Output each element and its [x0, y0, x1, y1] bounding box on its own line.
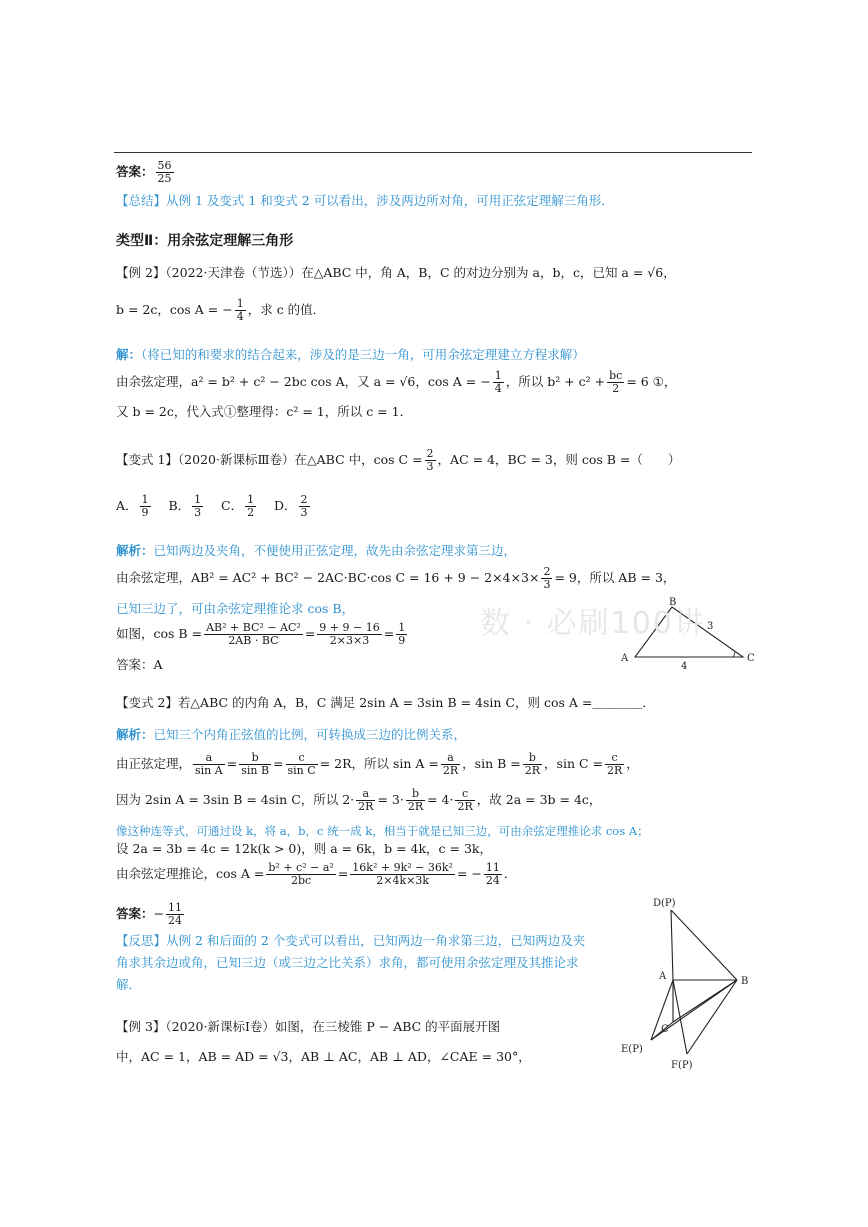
answer-fraction: $\frac{56}{25}$ — [157, 159, 172, 185]
variant1-note2: 已知三边了，可由余弦定理推论求 cos B， — [116, 601, 355, 616]
summary-text: 【总结】从例 1 及变式 1 和变式 2 可以看出，涉及两边所对角，可用正弦定理解三角形． — [116, 193, 614, 208]
pyramid-net-figure — [615, 892, 775, 1082]
example2-solution-line1: 由余弦定理，a² = b² + c² − 2bc cos A，又 a = √6，cos A = − $\frac{1}{4}$ ，所以 b² + c² + $\frac{bc}{2}$ = 6 ①， — [116, 369, 677, 395]
variant2-line2: 因为 2sin A = 3sin B = 4sin C，所以 2· $\frac{a}{2R}$ = 3· $\frac{b}{2R}$ = 4· $\frac{c}{2R}$ ，故 2a = 3b = 4c， — [116, 787, 602, 813]
label-side-4: 4 — [681, 661, 688, 672]
example2-line2: b = 2c，cos A = − $\frac{1}{4}$ ，求 c 的值． — [116, 297, 326, 323]
variant2-answer: 答案：− $\frac{11}{24}$ — [116, 901, 182, 927]
variant2-line1: 由正弦定理， $\frac{a}{\text{sin A}}$ = $\frac{b}{\text{sin B}}$ = $\frac{c}{\text{sin C}}$ = 2R，所以 sin A = $\frac{a}{2R}$ ，sin B = $\frac{b}{2R}$ ，sin C = $\frac{c}{2R}$ ， — [116, 751, 639, 777]
variant1-question: 【变式 1】（2020·新课标Ⅲ卷）在△ABC 中，cos C = $\frac{2}{3}$ ，AC = 4，BC = 3，则 cos B =（ ） — [116, 447, 681, 473]
reflection-line2: 角求其余边或角，已知三边（或三边之比关系）求角，都可使用余弦定理及其推论求 — [116, 955, 579, 970]
option-d: D． $\frac{2}{3}$ — [274, 493, 308, 519]
label-d-p: D(P) — [653, 898, 676, 909]
answer-label: 答案： — [116, 164, 154, 179]
variant1-answer: 答案：A — [116, 657, 163, 672]
variant1-cosb-line: 如图，cos B = $\frac{\text{AB² + BC² − AC²}}{2AB \cdot BC}$ = $\frac{9 + 9 - 16}{2\times 3\times 3}$ = $\frac{1}{9}$ — [116, 621, 406, 647]
type2-heading: 类型Ⅱ：用余弦定理解三角形 — [116, 233, 294, 249]
example3-line2: 中，AC = 1，AB = AD = √3，AB ⊥ AC，AB ⊥ AD，∠CAE = 30°， — [116, 1049, 531, 1064]
example2-solution-line2: 又 b = 2c，代入式①整理得：c² = 1，所以 c = 1． — [116, 404, 413, 419]
label-b: B — [669, 597, 677, 608]
label-side-3: 3 — [707, 621, 714, 632]
variant1-analysis-header: 解析：已知两边及夹角，不便使用正弦定理，故先由余弦定理求第三边， — [116, 543, 517, 558]
example2-solution-header: 解：（将已知的和要求的结合起来，涉及的是三边一角，可用余弦定理建立方程求解） — [116, 347, 585, 362]
label-b-net: B — [741, 976, 749, 987]
angle-c-mark — [733, 651, 735, 657]
option-a: A． $\frac{1}{9}$ — [116, 493, 149, 519]
option-c: C． $\frac{1}{2}$ — [221, 493, 255, 519]
label-c-net: C — [661, 1024, 669, 1035]
variant2-line3: 设 2a = 3b = 4c = 12k(k > 0)，则 a = 6k，b = 4k，c = 3k， — [116, 841, 493, 856]
variant1-cosine-line: 由余弦定理，AB² = AC² + BC² − 2AC·BC·cos C = 16 + 9 − 2×4×3× $\frac{2}{3}$ = 9，所以 AB = 3， — [116, 565, 676, 591]
option-b: B． $\frac{1}{3}$ — [168, 493, 202, 519]
variant2-question: 【变式 2】若△ABC 的内角 A，B，C 满足 2sin A = 3sin B = 4sin C，则 cos A =＿＿＿＿． — [116, 695, 655, 710]
variant2-note3: 像这种连等式，可通过设 k，将 a，b，c 统一成 k，相当于就是已知三边，可由余弦定理推论求 cos A； — [116, 824, 649, 838]
label-a: A — [621, 653, 629, 664]
top-rule — [114, 152, 752, 153]
variant1-options — [116, 494, 312, 519]
label-a-net: A — [659, 971, 667, 982]
variant2-line4: 由余弦定理推论，cos A = $\frac{\text{b² + c² − a²}}{2bc}$ = $\frac{\text{16k² + 9k² − 36k²}}{2\times 4k\times 3k}$ = − $\frac{11}{24}$ ． — [116, 861, 517, 887]
example3-line1: 【例 3】（2020·新课标Ⅰ卷）如图，在三棱锥 P − ABC 的平面展开图 — [116, 1019, 501, 1034]
label-f-p: F(P) — [671, 1060, 693, 1071]
top-answer — [116, 160, 176, 185]
example2-line1: 【例 2】（2022·天津卷（节选））在△ABC 中，角 A，B，C 的对边分别为 a，b，c，已知 a = √6， — [116, 265, 676, 280]
reflection-line1: 【反思】从例 2 和后面的 2 个变式可以看出，已知两边一角求第三边，已知两边及夹 — [116, 933, 586, 948]
variant2-analysis-header: 解析：已知三个内角正弦值的比例，可转换成三边的比例关系， — [116, 727, 467, 742]
label-c: C — [747, 653, 755, 664]
label-e-p: E(P) — [621, 1044, 643, 1055]
reflection-line3: 解． — [116, 977, 142, 992]
watermark: 数 · 必刷100讲 — [480, 606, 706, 641]
